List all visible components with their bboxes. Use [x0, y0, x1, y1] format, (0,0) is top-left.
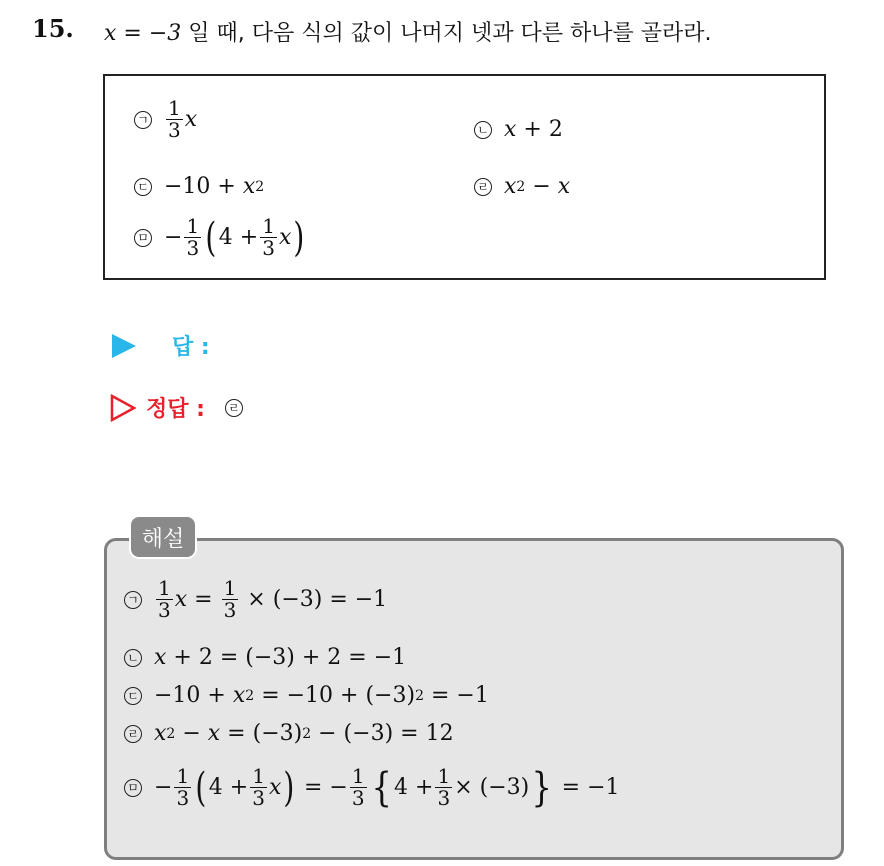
line-marker: ㄷ: [124, 687, 142, 705]
correct-answer-row: [110, 392, 255, 423]
explanation-tag: 해설: [129, 515, 197, 559]
explanation-line-3: ㄷ −10 + x 2 = −10 + (−3) 2 = −1: [124, 683, 489, 708]
question-number: 15.: [32, 14, 74, 43]
fraction: $\frac{1}{3}$: [168, 96, 181, 142]
choice-2[interactable]: ㄴ x + 2: [474, 117, 563, 142]
question-condition: x = −3: [104, 21, 182, 46]
question-text: [104, 16, 711, 47]
explanation-line-1: ㄱ $\frac{1}{3}$ x = $\frac{1}{3}$ × (−3) = −1: [124, 578, 387, 621]
choice-marker: ㄱ: [134, 111, 152, 129]
choice-marker: ㄹ: [474, 178, 492, 196]
explanation-line-5: ㅁ − $\frac{1}{3}$ ( 4 + $\frac{1}{3}$ x ) = − $\frac{1}{3}$ { 4 + $\frac{1}{3}$ × (−3) } = −1: [124, 766, 620, 809]
choice-marker: ㄴ: [474, 121, 492, 139]
correct-answer-value: ㄹ: [225, 399, 243, 417]
explanation-line-4: ㄹ x 2 − x = (−3) 2 − (−3) = 12: [124, 721, 454, 746]
answer-arrow-icon: [112, 334, 136, 358]
line-marker: ㄴ: [124, 649, 142, 667]
answer-label: 답 :: [172, 335, 210, 360]
question-prompt: 일 때, 다음 식의 값이 나머지 넷과 다른 하나를 골라라.: [188, 21, 712, 46]
correct-arrow-icon: [110, 394, 136, 422]
choice-1[interactable]: ㄱ $\frac{1}{3}$ x: [134, 98, 197, 141]
choice-3[interactable]: ㄷ −10 + x 2: [134, 174, 264, 199]
explanation-line-2: ㄴ x + 2 = (−3) + 2 = −1: [124, 645, 406, 670]
line-marker: ㅁ: [124, 779, 142, 797]
choice-marker: ㅁ: [134, 229, 152, 247]
line-marker: ㄱ: [124, 591, 142, 609]
line-marker: ㄹ: [124, 725, 142, 743]
choice-4[interactable]: ㄹ x 2 − x: [474, 174, 570, 199]
correct-answer-label: 정답 :: [146, 397, 205, 422]
choice-5[interactable]: ㅁ − $\frac{1}{3}$ ( 4 + $\frac{1}{3}$ x ): [134, 216, 307, 259]
choice-marker: ㄷ: [134, 178, 152, 196]
